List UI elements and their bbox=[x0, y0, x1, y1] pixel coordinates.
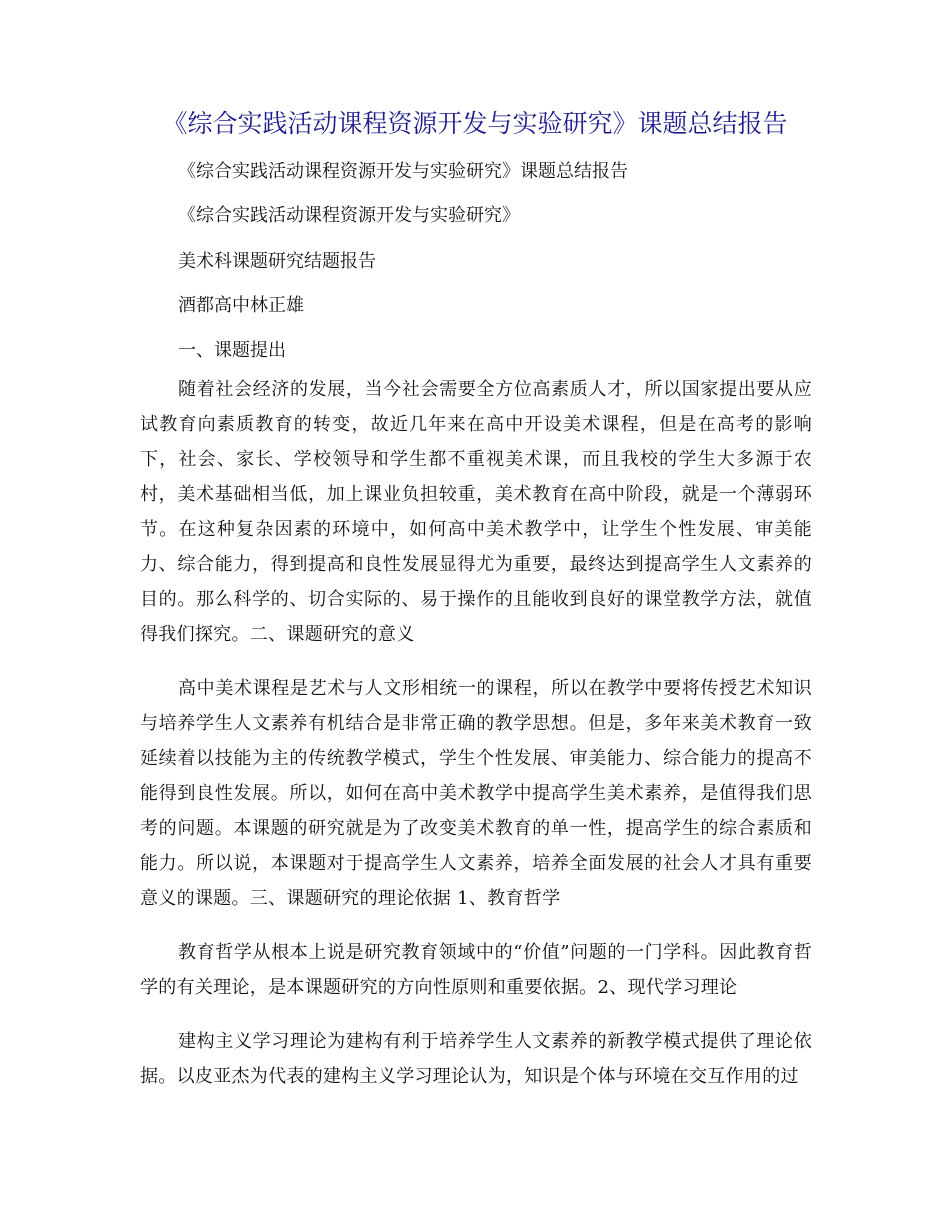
paragraph: 高中美术课程是艺术与人文形相统一的课程，所以在教学中要将传授艺术知识与培养学生人文素养有机结合是非常正确的教学思想。但是，多年来美术教育一致延续着以技能为主的传统教学模式，学生个性发展、审美能力、综合能力的提高不能得到良性发展。所以，如何在高中美术教学中提高学生美术素养，是值得我们思考的问题。本课题的研究就是为了改变美术教育的单一性，提高学生的综合素质和能力。所以说，本课题对于提高学生人文素养，培养全面发展的社会人才具有重要意义的课题。三、课题研究的理论依据 1、教育哲学 bbox=[140, 678, 812, 909]
document-title: 《综合实践活动课程资源开发与实验研究》课题总结报告 bbox=[162, 109, 788, 138]
report-type-line: 美术科课题研究结题报告 bbox=[178, 251, 376, 272]
paragraph: 建构主义学习理论为建构有利于培养学生人文素养的新教学模式提供了理论依据。以皮亚杰为代表的建构主义学习理论认为，知识是个体与环境在交互作用的过 bbox=[140, 1031, 812, 1087]
section-heading-1: 一、课题提出 bbox=[178, 340, 286, 361]
paragraph: 随着社会经济的发展，当今社会需要全方位高素质人才，所以国家提出要从应试教育向素质教育的转变，故近几年来在高中开设美术课程，但是在高考的影响下，社会、家长、学校领导和学生都不重视美术课，而且我校的学生大多源于农村，美术基础相当低，加上课业负担较重，美术教育在高中阶段，就是一个薄弱环节。在这种复杂因素的环境中，如何高中美术教学中，让学生个性发展、审美能力、综合能力，得到提高和良性发展显得尤为重要，最终达到提高学生人文素养的目的。那么科学的、切合实际的、易于操作的且能收到良好的课堂教学方法，就值得我们探究。二、课题研究的意义 bbox=[140, 379, 812, 645]
author-line: 酒都高中林正雄 bbox=[178, 295, 304, 316]
project-name-line: 《综合实践活动课程资源开发与实验研究》 bbox=[178, 205, 520, 226]
paragraph: 教育哲学从根本上说是研究教育领域中的“价值”问题的一门学科。因此教育哲学的有关理论，是本课题研究的方向性原则和重要依据。2、现代学习理论 bbox=[140, 942, 812, 998]
document-body bbox=[140, 372, 812, 1113]
subtitle-line: 《综合实践活动课程资源开发与实验研究》课题总结报告 bbox=[178, 161, 628, 182]
